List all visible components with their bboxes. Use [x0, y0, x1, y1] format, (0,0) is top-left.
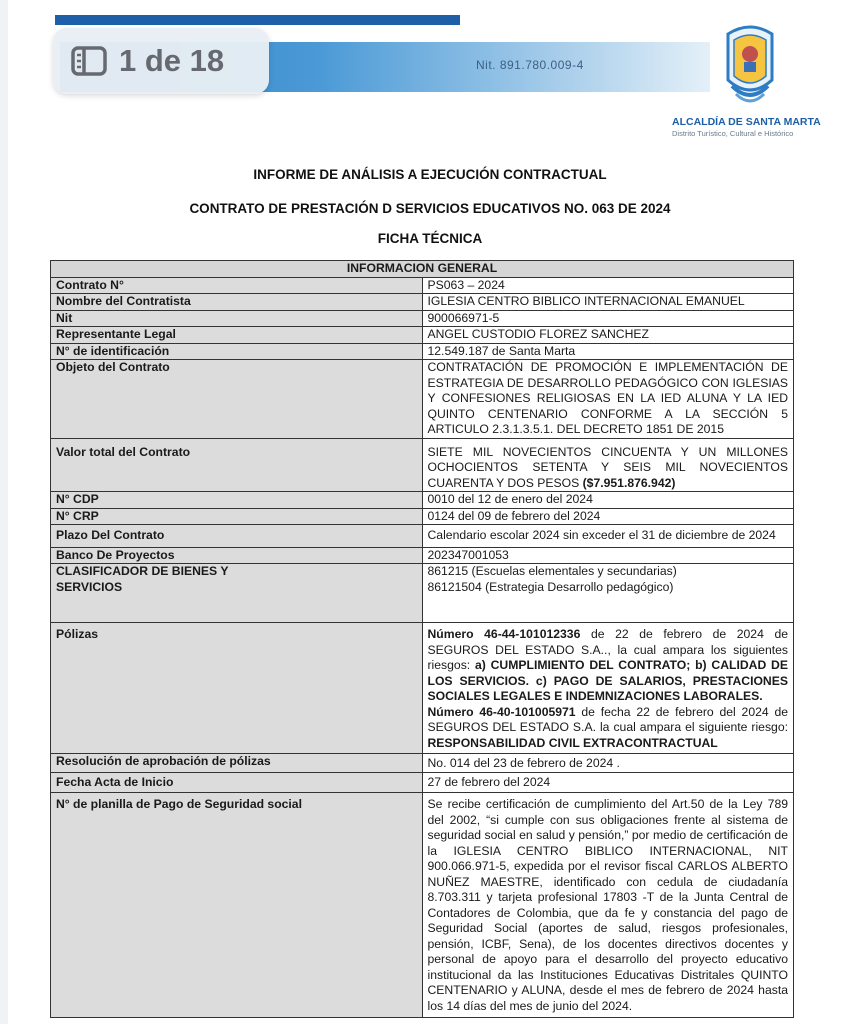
cdp-label: N° CDP — [51, 492, 423, 509]
id-number-value: 12.549.187 de Santa Marta — [422, 343, 794, 360]
policies-label: Pólizas — [51, 623, 423, 754]
policy1-text: de 22 de febrero de 2024 de SEGUROS DEL ESTADO S.A.., la cual ampara los siguientes riesgos: — [427, 627, 788, 672]
contract-number-label: Contrato N° — [51, 277, 423, 294]
policy1-number: Número 46-44-101012336 — [427, 627, 581, 641]
contract-value-label: Valor total del Contrato — [51, 438, 423, 492]
table-row — [51, 327, 794, 344]
contract-object-value: CONTRATACIÓN DE PROMOCIÓN E IMPLEMENTACIÓN DE ESTRATEGIA DE DESARROLLO PEDAGÓGICO CON IGLESIAS Y CONFESIONES RELIGIOSAS EN LA IED ALUNA Y LA IED QUINTO CENTENARIO CONFORME A LA SECCIÓN 5 ARTICULO 2.3.1.3.5.1. DEL DECRETO 1851 DE 2015 — [422, 360, 794, 439]
page-counter-badge[interactable] — [53, 28, 269, 94]
pages-icon — [71, 46, 107, 76]
policy1-risks: a) CUMPLIMIENTO DEL CONTRATO; b) CALIDAD DE LOS SERVICIOS. c) PAGO DE SALARIOS, PRESTACIONES SOCIALES LEGALES E INDEMNIZACIONES LABORALES. — [427, 658, 788, 703]
policy2-risks: RESPONSABILIDAD CIVIL EXTRACONTRACTUAL — [427, 735, 718, 750]
start-act-value: 27 de febrero del 2024 — [422, 772, 794, 793]
logo-title: ALCALDÍA DE SANTA MARTA — [672, 116, 821, 128]
header-nit: Nit. 891.780.009-4 — [476, 58, 584, 72]
table-row — [51, 564, 794, 623]
nit-value: 900066971-5 — [422, 310, 794, 327]
table-row — [51, 754, 794, 773]
table-row — [51, 277, 794, 294]
payroll-label: N° de planilla de Pago de Seguridad social — [51, 793, 423, 1018]
resolution-value: No. 014 del 23 de febrero de 2024 . — [422, 754, 794, 773]
id-number-label: N° de identificación — [51, 343, 423, 360]
cdp-value: 0010 del 12 de enero del 2024 — [422, 492, 794, 509]
table-row — [51, 360, 794, 439]
contractor-label: Nombre del Contratista — [51, 294, 423, 311]
table-row — [51, 525, 794, 548]
table-row — [51, 793, 794, 1018]
header-band-dark — [55, 15, 460, 25]
policy2-text: de fecha 22 de febrero del 2024 de SEGUROS DEL ESTADO S.A. la cual ampara el siguiente riesgo: — [427, 704, 789, 734]
contract-value-cell — [422, 438, 794, 492]
document-title: INFORME DE ANÁLISIS A EJECUCIÓN CONTRACTUAL — [253, 167, 607, 182]
crp-label: N° CRP — [51, 508, 423, 525]
contract-value-amount: ($7.951.876.942) — [582, 475, 676, 490]
alcaldia-logo-icon — [722, 20, 778, 112]
nit-label: Nit — [51, 310, 423, 327]
general-info-table — [50, 260, 794, 1018]
project-bank-value: 202347001053 — [422, 547, 794, 564]
policies-value — [422, 623, 794, 754]
table-row — [51, 310, 794, 327]
table-row — [51, 508, 794, 525]
project-bank-label: Banco De Proyectos — [51, 547, 423, 564]
classifier-label — [51, 564, 423, 623]
classifier-value-line2: 86121504 (Estrategia Desarrollo pedagógico) — [427, 579, 674, 594]
legal-rep-label: Representante Legal — [51, 327, 423, 344]
contract-value-text: SIETE MIL NOVECIENTOS CINCUENTA Y UN MILLONES OCHOCIENTOS SETENTA Y SEIS MIL NOVECIENTOS CUARENTA Y DOS PESOS — [427, 444, 788, 490]
term-value: Calendario escolar 2024 sin exceder el 31 de diciembre de 2024 — [422, 525, 794, 548]
classifier-value-line1: 861215 (Escuelas elementales y secundarias) — [427, 564, 677, 578]
contract-object-label: Objeto del Contrato — [51, 360, 423, 439]
logo-subtitle: Distrito Turístico, Cultural e Histórico — [672, 129, 794, 138]
table-heading: INFORMACION GENERAL — [51, 261, 794, 278]
table-row — [51, 294, 794, 311]
table-row — [51, 438, 794, 492]
section-title: FICHA TÉCNICA — [377, 231, 483, 246]
crp-value: 0124 del 09 de febrero del 2024 — [422, 508, 794, 525]
contract-title: CONTRATO DE PRESTACIÓN D SERVICIOS EDUCATIVOS NO. 063 DE 2024 — [189, 201, 671, 216]
contractor-value: IGLESIA CENTRO BIBLICO INTERNACIONAL EMANUEL — [422, 294, 794, 311]
resolution-label: Resolución de aprobación de pólizas — [51, 754, 423, 773]
table-row — [51, 623, 794, 754]
start-act-label: Fecha Acta de Inicio — [51, 772, 423, 793]
payroll-value: Se recibe certificación de cumplimiento del Art.50 de la Ley 789 del 2002, “si cumple con sus obligaciones frente al sistema de seguridad social en salud y pensión,” por medio de certificación de la IGLESIA CENTRO BIBLICO INTERNACIONAL, NIT 900.066.971-5, expedida por el revisor fiscal CARLOS ALBERTO NUÑEZ MAESTRE, identificado con cedula de ciudadanía 8.703.311 y tarjeta profesional 17803 -T de la Junta Central de Contadores de Colombia, que da fe y constancia del pago de Seguridad Social (aportes de salud, riesgos profesionales, pensión, ICBF, Sena), de los docentes directivos docentes y personal de apoyo para el desarrollo del proyecto educativo institucional da las Instituciones Educativas Distritales QUINTO CENTENARIO y ALUNA, desde el mes de febrero de 2024 hasta los 14 días del mes de junio del 2024. — [422, 793, 794, 1018]
legal-rep-value: ANGEL CUSTODIO FLOREZ SANCHEZ — [422, 327, 794, 344]
page-counter-text: 1 de 18 — [119, 43, 225, 78]
table-row — [51, 547, 794, 564]
term-label: Plazo Del Contrato — [51, 525, 423, 548]
table-row — [51, 343, 794, 360]
classifier-value — [422, 564, 794, 623]
contract-number-value: PS063 – 2024 — [422, 277, 794, 294]
policy2-number: Número 46-40-101005971 — [427, 704, 576, 719]
table-row — [51, 492, 794, 509]
classifier-label-line1: CLASIFICADOR DE BIENES Y — [56, 564, 229, 578]
table-row — [51, 772, 794, 793]
classifier-label-line2: SERVICIOS — [56, 579, 123, 594]
